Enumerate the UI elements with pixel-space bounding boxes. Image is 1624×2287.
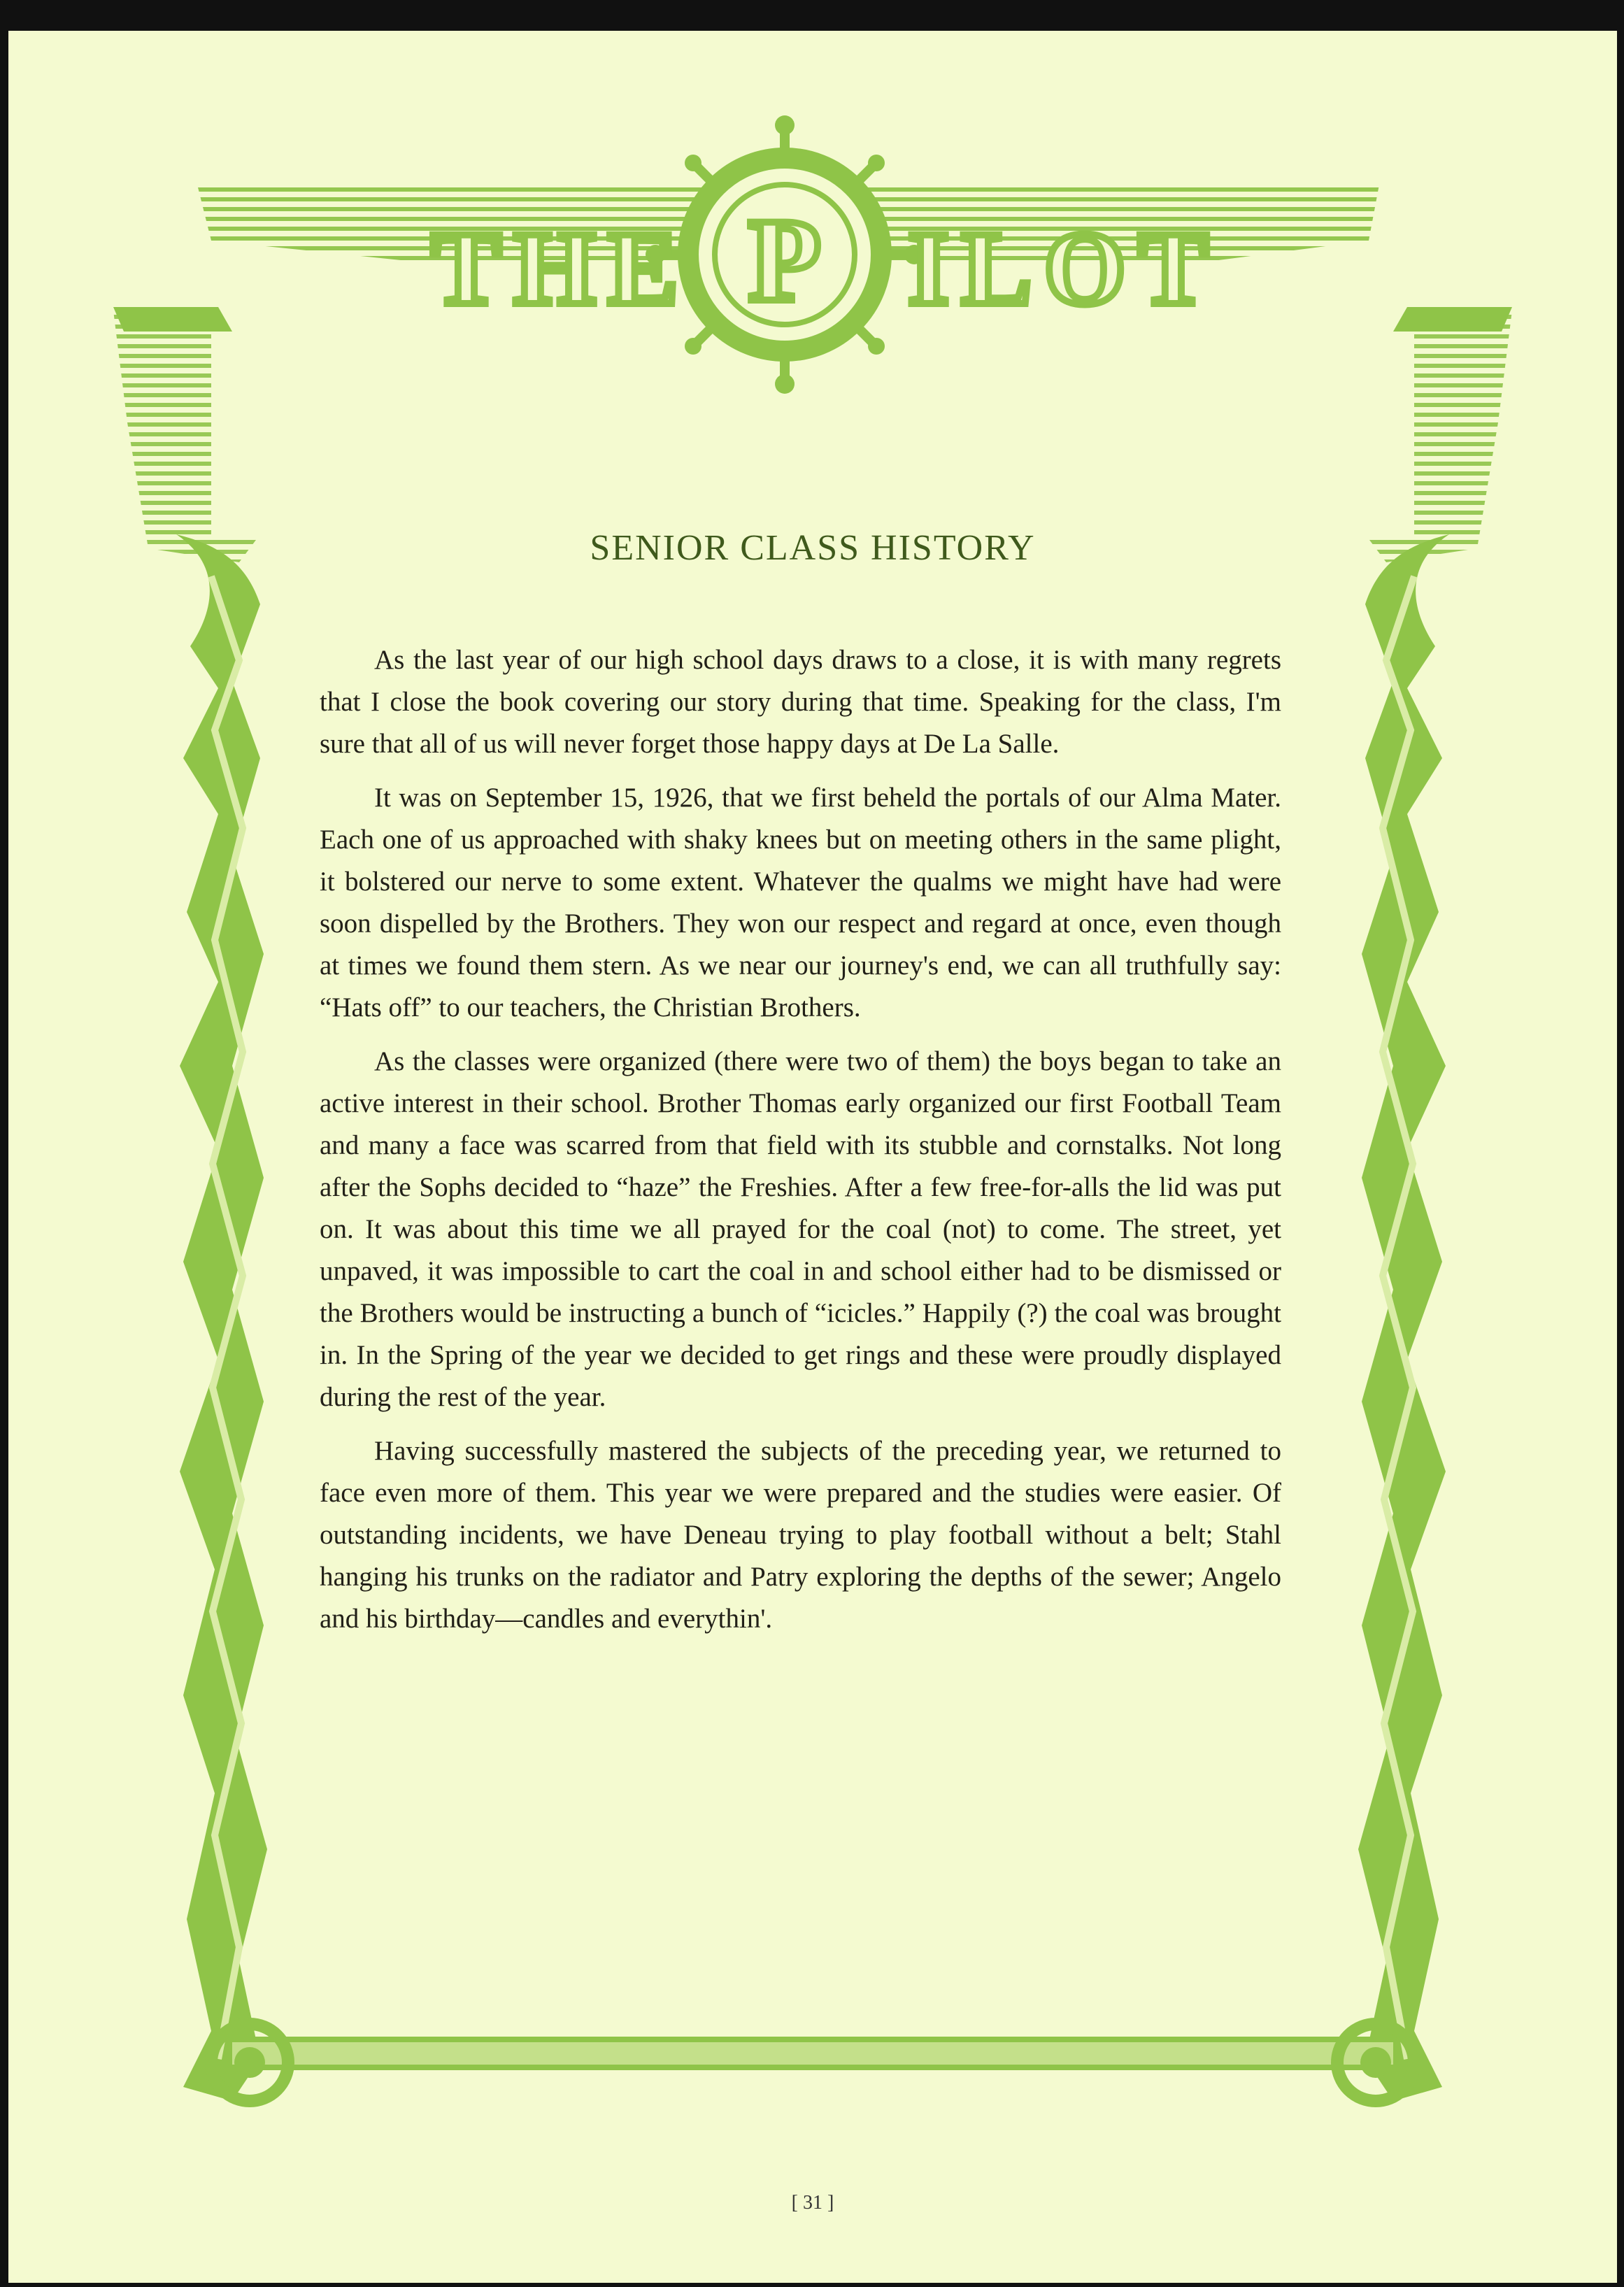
left-ribbon bbox=[176, 534, 267, 2101]
masthead-title-before: THE bbox=[431, 211, 691, 327]
yearbook-page bbox=[8, 31, 1617, 2283]
article-heading: SENIOR CLASS HISTORY bbox=[590, 528, 1036, 568]
masthead-title-after: ILOT bbox=[908, 211, 1221, 327]
page-number: [ 31 ] bbox=[791, 2192, 834, 2214]
masthead-title-initial: P bbox=[748, 194, 821, 326]
right-ribbon bbox=[1358, 534, 1449, 2101]
paragraph: As the classes were organized (there were two of them) the boys began to take an active interest in their school. Brother Thomas early organized our first Football Team and many a face was scarred from that field with its stubble and cornstalks. Not long after the Sophs decided to “haze” the Freshies. After a few free-for-alls the lid was put on. It was about this time we all prayed for the coal (not) to come. The street, yet unpaved, it was impossible to cart the coal in and school either had to be dismissed or the Brothers would be instructing a bunch of “icicles.” Happily (?) the coal was brought in. In the Spring of the year we decided to get rings and these were proudly displayed during the rest of the year. bbox=[320, 1046, 1281, 1412]
paragraph: As the last year of our high school days draws to a close, it is with many regrets that I close the book covering our story during that time. Speaking for the class, I'm sure that all of us will never forget those happy days at De La Salle. bbox=[320, 645, 1281, 759]
paragraph: Having successfully mastered the subjects of the preceding year, we returned to face even more of them. This year we were prepared and the studies were easier. Of outstanding incidents, we have Deneau trying to play football without a belt; Stahl hanging his trunks on the radiator and Patry exploring the depths of the sewer; Angelo and his birthday—candles and everythin'. bbox=[320, 1436, 1281, 1634]
article-body bbox=[320, 639, 1281, 1652]
paragraph: It was on September 15, 1926, that we first beheld the portals of our Alma Mater. Each one of us approached with shaky knees but on meeting others in the same plight, it bolstered our nerve to some extent. Whatever the qualms we might have had were soon dispelled by the Brothers. They won our respect and regard at once, even though at times we found them stern. As we near our journey's end, we can all truthfully say: “Hats off” to our teachers, the Christian Brothers. bbox=[320, 783, 1281, 1023]
bottom-scroll bbox=[211, 2024, 1414, 2101]
